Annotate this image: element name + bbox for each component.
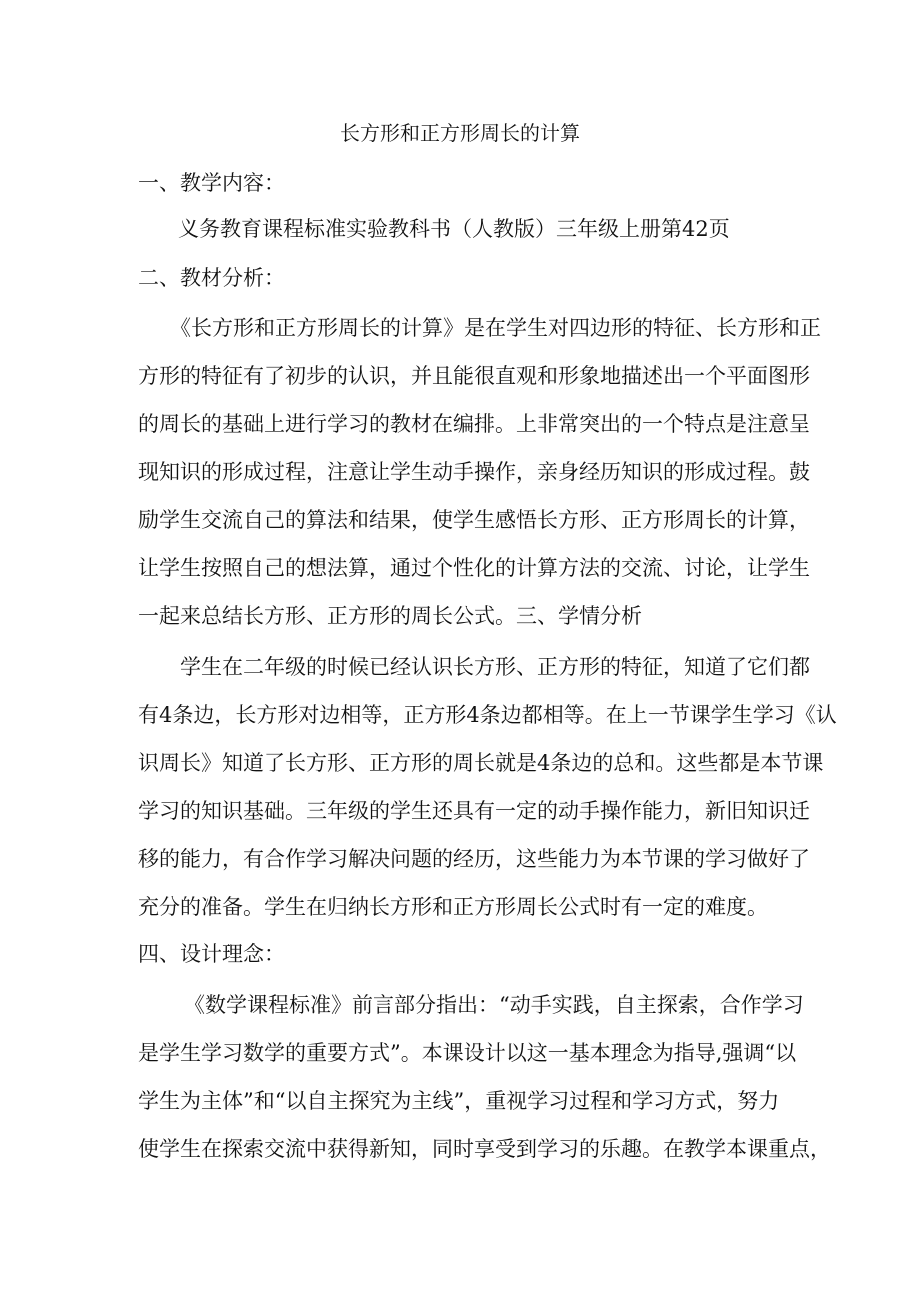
teaching-content-text: 义务教育课程标准实验教科书（人教版）三年级上册第42页 xyxy=(178,217,730,241)
section-heading-teaching-content: 一、教学内容： xyxy=(138,171,285,195)
paragraph-line: 方形的特征有了初步的认识，并且能很直观和形象地描述出一个平面图形 xyxy=(138,364,810,388)
paragraph-line: 是学生学习数学的重要方式”。本课设计以这一基本理念为指导,强调“以 xyxy=(138,1041,797,1065)
design-concept-paragraph xyxy=(138,990,831,1182)
section-heading-material-analysis: 二、教材分析： xyxy=(138,266,285,290)
section-heading-design-concept: 四、设计理念： xyxy=(138,942,285,966)
paragraph-line: 有4条边，长方形对边相等，正方形4条边都相等。在上一节课学生学习《认 xyxy=(138,703,837,727)
paragraph-line: 识周长》知道了长方形、正方形的周长就是4条边的总和。这些都是本节课 xyxy=(138,751,824,775)
material-analysis-paragraph xyxy=(138,313,821,649)
paragraph-line: 学生在二年级的时候已经认识长方形、正方形的特征，知道了它们都 xyxy=(180,655,810,679)
paragraph-line: 《数学课程标准》前言部分指出：“动手实践，自主探索，合作学习 xyxy=(184,993,804,1017)
paragraph-line: 使学生在探索交流中获得新知，同时享受到学习的乐趣。在教学本课重点， xyxy=(138,1137,831,1161)
paragraph-line: 《长方形和正方形周长的计算》是在学生对四边形的特征、长方形和正 xyxy=(170,316,821,340)
paragraph-line: 一起来总结长方形、正方形的周长公式。三、学情分析 xyxy=(138,604,642,628)
paragraph-line: 学生为主体”和“以自主探究为主线”，重视学习过程和学习方式，努力 xyxy=(138,1089,780,1113)
document-title: 长方形和正方形周长的计算 xyxy=(340,121,580,145)
paragraph-line: 充分的准备。学生在归纳长方形和正方形周长公式时有一定的难度。 xyxy=(138,895,768,919)
paragraph-line: 让学生按照自己的想法算，通过个性化的计算方法的交流、讨论，让学生 xyxy=(138,556,810,580)
paragraph-line: 励学生交流自己的算法和结果，使学生感悟长方形、正方形周长的计算， xyxy=(138,508,810,532)
paragraph-line: 移的能力，有合作学习解决问题的经历，这些能力为本节课的学习做好了 xyxy=(138,847,810,871)
paragraph-line: 学习的知识基础。三年级的学生还具有一定的动手操作能力，新旧知识迁 xyxy=(138,799,810,823)
paragraph-line: 的周长的基础上进行学习的教材在编排。上非常突出的一个特点是注意呈 xyxy=(138,412,810,436)
learning-situation-paragraph xyxy=(138,652,837,940)
paragraph-line: 现知识的形成过程，注意让学生动手操作，亲身经历知识的形成过程。鼓 xyxy=(138,460,810,484)
